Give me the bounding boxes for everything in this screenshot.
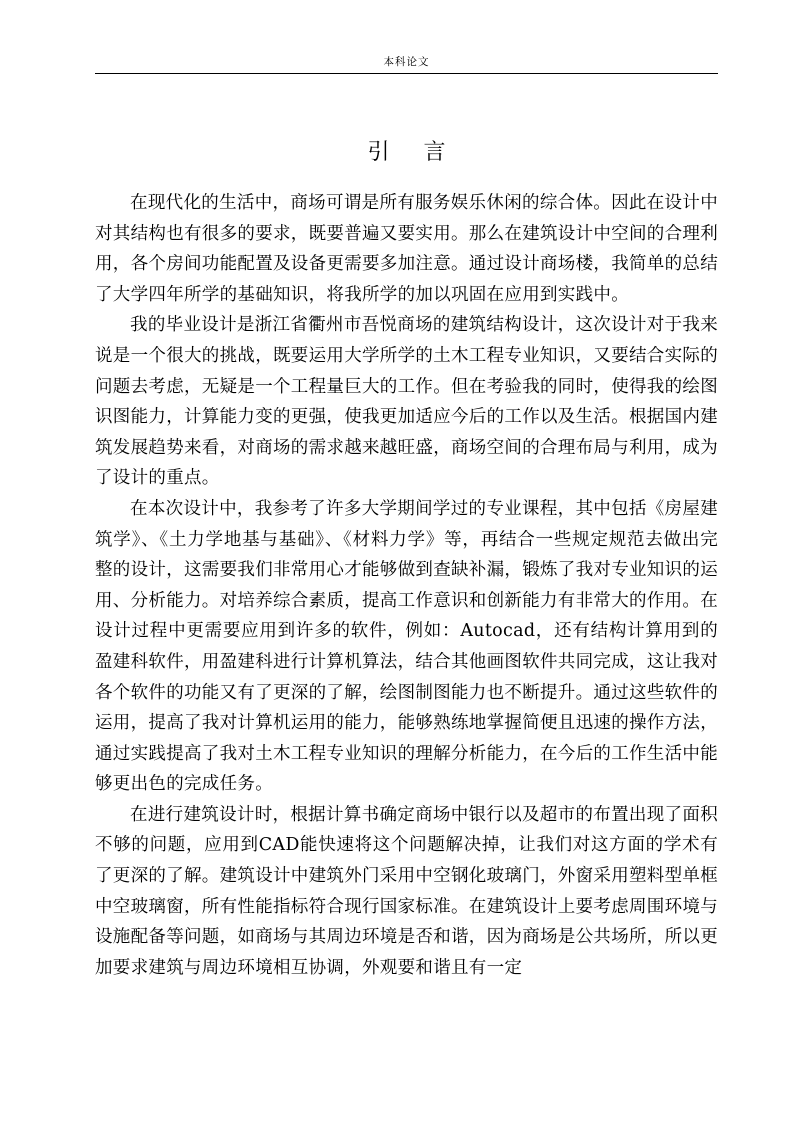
- body-text: [95, 188, 718, 983]
- paragraph: 在本次设计中，我参考了许多大学期间学过的专业课程，其中包括《房屋建筑学》、《土力学地基与基础》、《材料力学》等，再结合一些规定规范去做出完整的设计，这需要我们非常用心才能够做到查缺补漏，锻炼了我对专业知识的运用、分析能力。对培养综合素质，提高工作意识和创新能力有非常大的作用。在设计过程中更需要应用到许多的软件，例如：Autocad，还有结构计算用到的盈建科软件，用盈建科进行计算机算法，结合其他画图软件共同完成，这让我对各个软件的功能又有了更深的了解，绘图制图能力也不断提升。通过这些软件的运用，提高了我对计算机运用的能力，能够熟练地掌握简便且迅速的操作方法，通过实践提高了我对土木工程专业知识的理解分析能力，在今后的工作生活中能够更出色的完成任务。: [95, 498, 718, 795]
- paragraph: 在现代化的生活中，商场可谓是所有服务娱乐休闲的综合体。因此在设计中对其结构也有很多的要求，既要普遍又要实用。那么在建筑设计中空间的合理利用，各个房间功能配置及设备更需要多加注意。通过设计商场楼，我简单的总结了大学四年所学的基础知识，将我所学的加以巩固在应用到实践中。: [95, 193, 718, 305]
- header-divider: [95, 73, 718, 74]
- paragraph: 我的毕业设计是浙江省衢州市吾悦商场的建筑结构设计，这次设计对于我来说是一个很大的挑战，既要运用大学所学的土木工程专业知识，又要结合实际的问题去考虑，无疑是一个工程量巨大的工作。但在考验我的同时，使得我的绘图识图能力，计算能力变的更强，使我更加适应今后的工作以及生活。根据国内建筑发展趋势来看，对商场的需求越来越旺盛，商场空间的合理布局与利用，成为了设计的重点。: [95, 315, 718, 489]
- running-header: 本科论文: [383, 56, 430, 68]
- paragraph: 在进行建筑设计时，根据计算书确定商场中银行以及超市的布置出现了面积不够的问题，应用到CAD能快速将这个问题解决掉，让我们对这方面的学术有了更深的了解。建筑设计中建筑外门采用中空钢化玻璃门，外窗采用塑料型单框中空玻璃窗，所有性能指标符合现行国家标准。在建筑设计上要考虑周围环境与设施配备等问题，如商场与其周边环境是否和谐，因为商场是公共场所，所以更加要求建筑与周边环境相互协调，外观要和谐且有一定: [95, 804, 718, 978]
- section-title: 引言: [367, 140, 480, 165]
